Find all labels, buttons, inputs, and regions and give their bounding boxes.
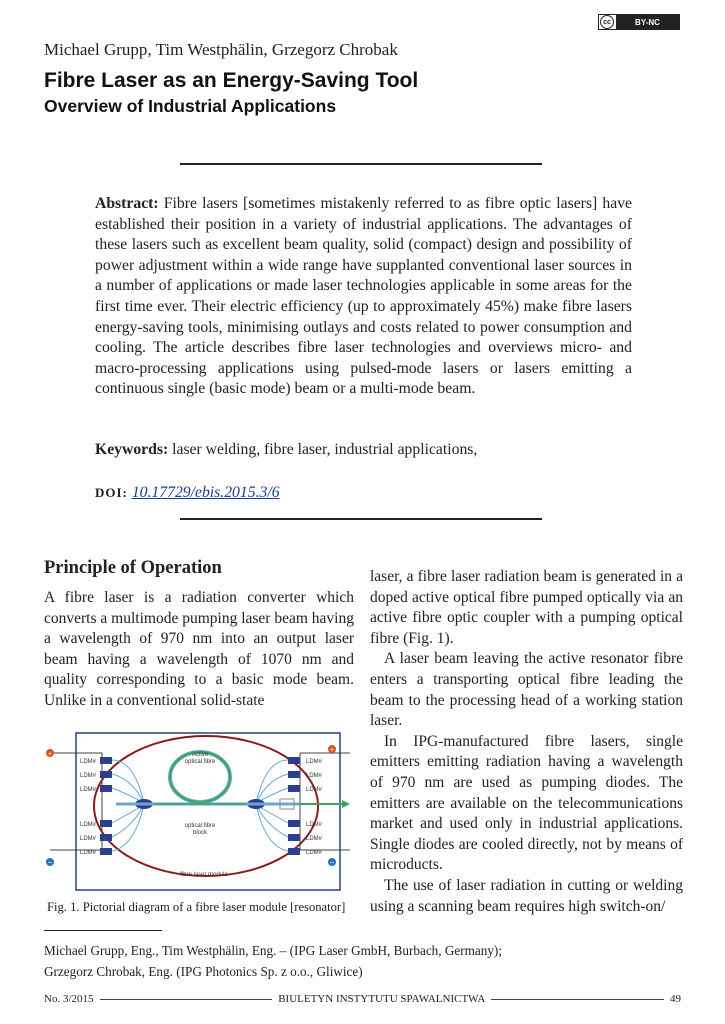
footnote [44, 940, 502, 982]
article-title: Fibre Laser as an Energy-Saving Tool [44, 69, 419, 92]
fibre-block-label: block [192, 830, 208, 836]
doi [95, 484, 280, 502]
journal-name: BIULETYN INSTYTUTU SPAWALNICTWA [278, 993, 486, 1005]
ldm-block [100, 757, 112, 764]
license-label: BY-NC [616, 15, 679, 29]
ldm-block [100, 834, 112, 841]
footer-line [491, 999, 664, 1000]
column-right [370, 567, 683, 917]
abstract-text: Fibre lasers [sometimes mistakenly referred to as fibre optic lasers] have established their position in a variety of industrial applications. The advantages of these lasers such as excellent beam quality, solid (compact) design and possibility of power adjustment within a wide range have supplanted conventional laser sources in a number of applications or made laser technologies applicable in some areas for the first time ever. Their electric efficiency (up to approximately 45%) make fibre lasers energy-saving tools, minimising outlays and costs related to power consumption and cooling. The article describes fibre laser technologies and overviews micro- and macro-processing applications using pulsed-mode lasers or lasers emitting a continuous single (basic mode) beam or a multi-mode beam. [95, 195, 633, 398]
ldm-label: LDM# [80, 787, 97, 793]
article-subtitle: Overview of Industrial Applications [44, 96, 337, 116]
issue-number: No. 3/2015 [44, 993, 94, 1005]
license-badge [598, 14, 680, 30]
ldm-block [288, 834, 300, 841]
ldm-block [288, 771, 300, 778]
keywords [95, 441, 477, 459]
ldm-label: LDM# [306, 850, 323, 856]
ldm-block [100, 848, 112, 855]
ldm-block [100, 771, 112, 778]
minus-sign: − [47, 858, 53, 867]
active-fibre-label: Active [191, 752, 209, 758]
ldm-label: LDM# [80, 850, 97, 856]
abstract-label: Abstract: [95, 195, 159, 212]
paragraph: laser, a fibre laser radiation beam is generated in a doped active optical fibre pumped optically via an active fibre optic coupler with a pumping optical fibre (Fig. 1). [370, 568, 683, 647]
doi-label: DOI: [95, 485, 128, 500]
active-fibre-label: optical fibre [184, 759, 216, 765]
paragraph: The use of laser radiation in cutting or welding using a scanning beam requires high switch-on/ [370, 876, 683, 915]
ldm-block [288, 820, 300, 827]
ldm-label: LDM# [306, 773, 323, 779]
ldm-label: LDM# [80, 759, 97, 765]
footnote-line: Grzegorz Chrobak, Eng. (IPG Photonics Sp. z o.o., Gliwice) [44, 964, 363, 979]
ldm-label: LDM# [80, 822, 97, 828]
module-label: fibre laser module [180, 872, 228, 878]
footer-line [100, 999, 273, 1000]
column-left [44, 588, 354, 712]
ldm-block [100, 785, 112, 792]
divider-top [180, 163, 542, 165]
plus-sign: + [329, 747, 335, 754]
footnote-line: Michael Grupp, Eng., Tim Westphälin, Eng. – (IPG Laser GmbH, Burbach, Germany); [44, 943, 502, 958]
fibre-laser-diagram [44, 729, 356, 892]
ldm-label: LDM# [306, 836, 323, 842]
ldm-block [100, 820, 112, 827]
paragraph: In IPG-manufactured fibre lasers, single emitters emitting radiation having a wavelength of 970 nm are used as pumping diodes. The emitters are available on the telecommunications market and used only in industrial applications. Single diodes are cooled directly, not by means of microducts. [370, 732, 683, 874]
footnote-rule [44, 930, 162, 931]
authors: Michael Grupp, Tim Westphälin, Grzegorz Chrobak [44, 40, 398, 59]
ldm-label: LDM# [306, 759, 323, 765]
ldm-block [288, 757, 300, 764]
divider-bottom [180, 518, 542, 520]
ldm-label: LDM# [80, 773, 97, 779]
ldm-block [288, 848, 300, 855]
abstract [95, 194, 632, 400]
figure-caption: Fig. 1. Pictorial diagram of a fibre laser module [resonator] [47, 900, 346, 914]
ldm-label: LDM# [80, 836, 97, 842]
ldm-label: LDM# [306, 787, 323, 793]
page-footer [44, 993, 681, 1005]
doi-link[interactable]: 10.17729/ebis.2015.3/6 [131, 484, 280, 501]
paragraph: A laser beam leaving the active resonator fibre enters a transporting optical fibre leading the beam to the processing head of a working station laser. [370, 650, 683, 730]
ldm-block [288, 785, 300, 792]
plus-sign: + [47, 751, 53, 758]
minus-sign: − [329, 858, 335, 867]
keywords-label: Keywords: [95, 441, 169, 458]
cc-icon: cc [600, 15, 614, 29]
ldm-left-group [80, 757, 112, 856]
fibre-block-label: optical fibre [184, 823, 216, 829]
page-number: 49 [670, 993, 681, 1005]
keywords-text: laser welding, fibre laser, industrial applications, [172, 441, 478, 458]
section-title: Principle of Operation [44, 558, 222, 578]
ldm-label: LDM# [306, 822, 323, 828]
paragraph: A fibre laser is a radiation converter which converts a multimode pumping laser beam having a wavelength of 970 nm into an output laser beam having a wavelength of 1070 nm and quality corresponding to a basic mode beam. Unlike in a conventional solid-state [44, 589, 354, 709]
output-arrow-icon [342, 800, 350, 808]
